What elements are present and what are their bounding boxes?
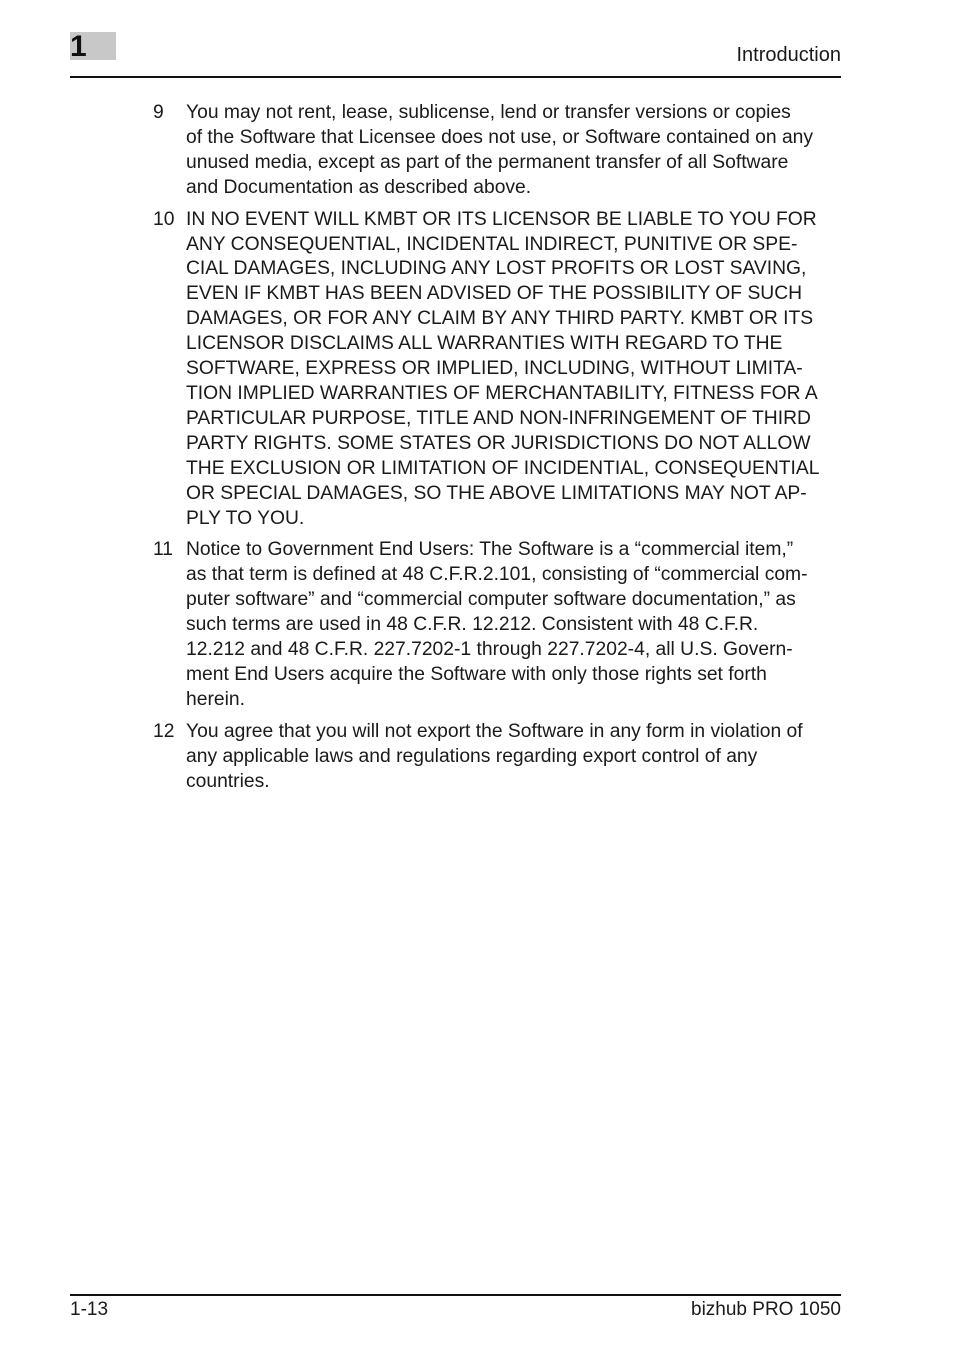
item-number: 12 (153, 720, 175, 742)
item-text: You agree that you will not export the Software in any form in violation of any applicable laws and regulations regarding export control of any countries. (186, 720, 803, 792)
item-number: 9 (153, 102, 164, 123)
product-name: bizhub PRO 1050 (691, 1299, 841, 1320)
list-item (153, 208, 843, 532)
list-item (153, 101, 843, 201)
list-item (153, 720, 843, 795)
item-number: 11 (153, 539, 174, 561)
page-number: 1-13 (70, 1299, 109, 1320)
footer-divider (70, 1294, 841, 1296)
chapter-number: 1 (70, 30, 87, 63)
item-text: You may not rent, lease, sublicense, lend or transfer versions or copies of the Software that Licensee does not use, or Software contained on any unused media, except as part of the permanent transfer of all Software and Documentation as described above. (186, 102, 814, 198)
item-text: Notice to Government End Users: The Software is a “commercial item,” as that term is defined at 48 C.F.R.2.101, consisting of “commercial com- puter software” and “commercial computer software documentation,” as such terms are used in 48 C.F.R. 12.212. Consistent with 48 C.F.R. 12.212 and 48 C.F.R. 227.7202-1 through 227.7202-4, all U.S. Govern- ment End Users acquire the Software with only those rights set forth herein. (186, 539, 808, 710)
header-divider (70, 76, 841, 78)
item-text: IN NO EVENT WILL KMBT OR ITS LICENSOR BE LIABLE TO YOU FOR ANY CONSEQUENTIAL, INCIDENTAL INDIRECT, PUNITIVE OR SPE- CIAL DAMAGES, INCLUDING ANY LOST PROFITS OR LOST SAVING, EVEN IF KMBT HAS BEEN ADVISED OF THE POSSIBILITY OF SUCH DAMAGES, OR FOR ANY CLAIM BY ANY THIRD PARTY. KMBT OR ITS LICENSOR DISCLAIMS ALL WARRANTIES WITH REGARD TO THE SOFTWARE, EXPRESS OR IMPLIED, INCLUDING, WITHOUT LIMITA- TION IMPLIED WARRANTIES OF MERCHANTABILITY, FITNESS FOR A PARTICULAR PURPOSE, TITLE AND NON-INFRINGEMENT OF THIRD PARTY RIGHTS. SOME STATES OR JURISDICTIONS DO NOT ALLOW THE EXCLUSION OR LIMITATION OF INCIDENTIAL, CONSEQUENTIAL OR SPECIAL DAMAGES, SO THE ABOVE LIMITATIONS MAY NOT AP- PLY TO YOU. (186, 208, 820, 529)
item-number: 10 (153, 208, 175, 230)
section-title: Introduction (736, 44, 841, 66)
license-terms-list (153, 101, 843, 801)
list-item (153, 538, 843, 712)
